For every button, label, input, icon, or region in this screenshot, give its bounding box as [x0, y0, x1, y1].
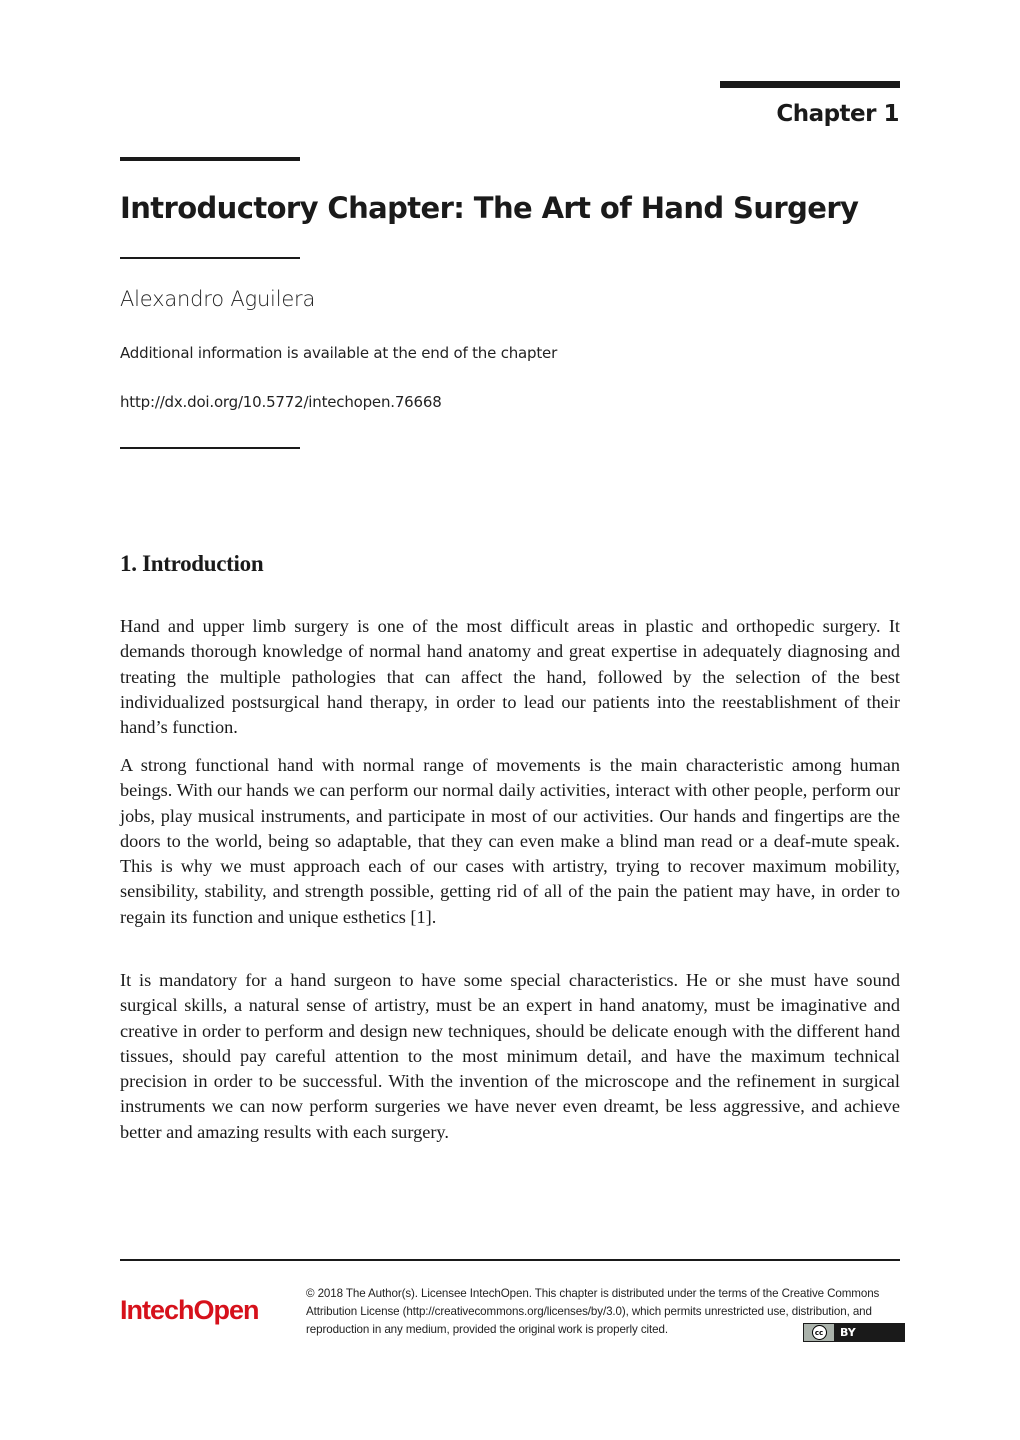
additional-info-note: Additional information is available at the end of the chapter: [120, 344, 558, 362]
paragraph-text: It is mandatory for a hand surgeon to have some special characteristics. He or she must have sound surgical skills, a natural sense of artistry, must be an expert in hand anatomy, must be imaginative and creative in order to perform and design new techniques, should be delicate enough with the different hand tissues, should pay careful attention to the most minimum detail, and have the maximum technical precision in order to be successful. With the invention of the microscope and the refinement in surgical instruments we can now perform surgeries we have never even dreamt, be less aggressive, and achieve better and amazing results with each surgery.: [120, 970, 900, 1142]
chapter-title: Introductory Chapter: The Art of Hand Surgery: [120, 191, 859, 225]
body-paragraph: [120, 614, 900, 740]
author-name: Alexandro Aguilera: [120, 287, 316, 311]
license-text: © 2018 The Author(s). Licensee IntechOpen. This chapter is distributed under the terms of the Creative Commons Attribution License (http://creativecommons.org/licenses/by/3.0), which permits unrestricted use, distribution, and reproduction in any medium, provided the original work is properly cited.: [306, 1287, 880, 1336]
chapter-top-rule: [720, 81, 900, 88]
paragraph-text: A strong functional hand with normal range of movements is the main characteristic among human beings. With our hands we can perform our normal daily activities, interact with other people, perform our jobs, play musical instruments, and participate in most of our activities. Our hands and fingertips are the doors to the world, being so adaptable, that they can even make a blind man read or a deaf-mute speak. This is why we must approach each of our cases with artistry, trying to recover maximum mobility, sensibility, stability, and strength possible, getting rid of all of the pain the patient may have, in order to regain its function and unique esthetics [1].: [120, 755, 900, 927]
paragraph-text: Hand and upper limb surgery is one of the most difficult areas in plastic and orthopedic surgery. It demands thorough knowledge of normal hand anatomy and great expertise in adequately diagnosing and treating the multiple pathologies that can affect the hand, followed by the selection of the best individualized postsurgical hand therapy, in order to lead our patients into the reestablishment of their hand’s function.: [120, 616, 900, 738]
chapter-label: Chapter 1: [776, 101, 899, 127]
cc-by-badge[interactable]: [803, 1323, 905, 1342]
section-heading: 1. Introduction: [120, 551, 264, 576]
body-paragraph: [120, 968, 900, 1145]
cc-by-label: BY: [840, 1326, 856, 1339]
body-paragraph: [120, 753, 900, 930]
creative-commons-icon: [804, 1324, 834, 1341]
title-bottom-rule: [120, 257, 300, 259]
metadata-bottom-rule: [120, 447, 300, 449]
doi-link[interactable]: http://dx.doi.org/10.5772/intechopen.76668: [120, 393, 442, 411]
footer-rule: [120, 1259, 900, 1261]
title-top-rule: [120, 157, 300, 161]
cc-glyph: cc: [812, 1325, 827, 1340]
intechopen-logo: IntechOpen: [120, 1295, 259, 1325]
